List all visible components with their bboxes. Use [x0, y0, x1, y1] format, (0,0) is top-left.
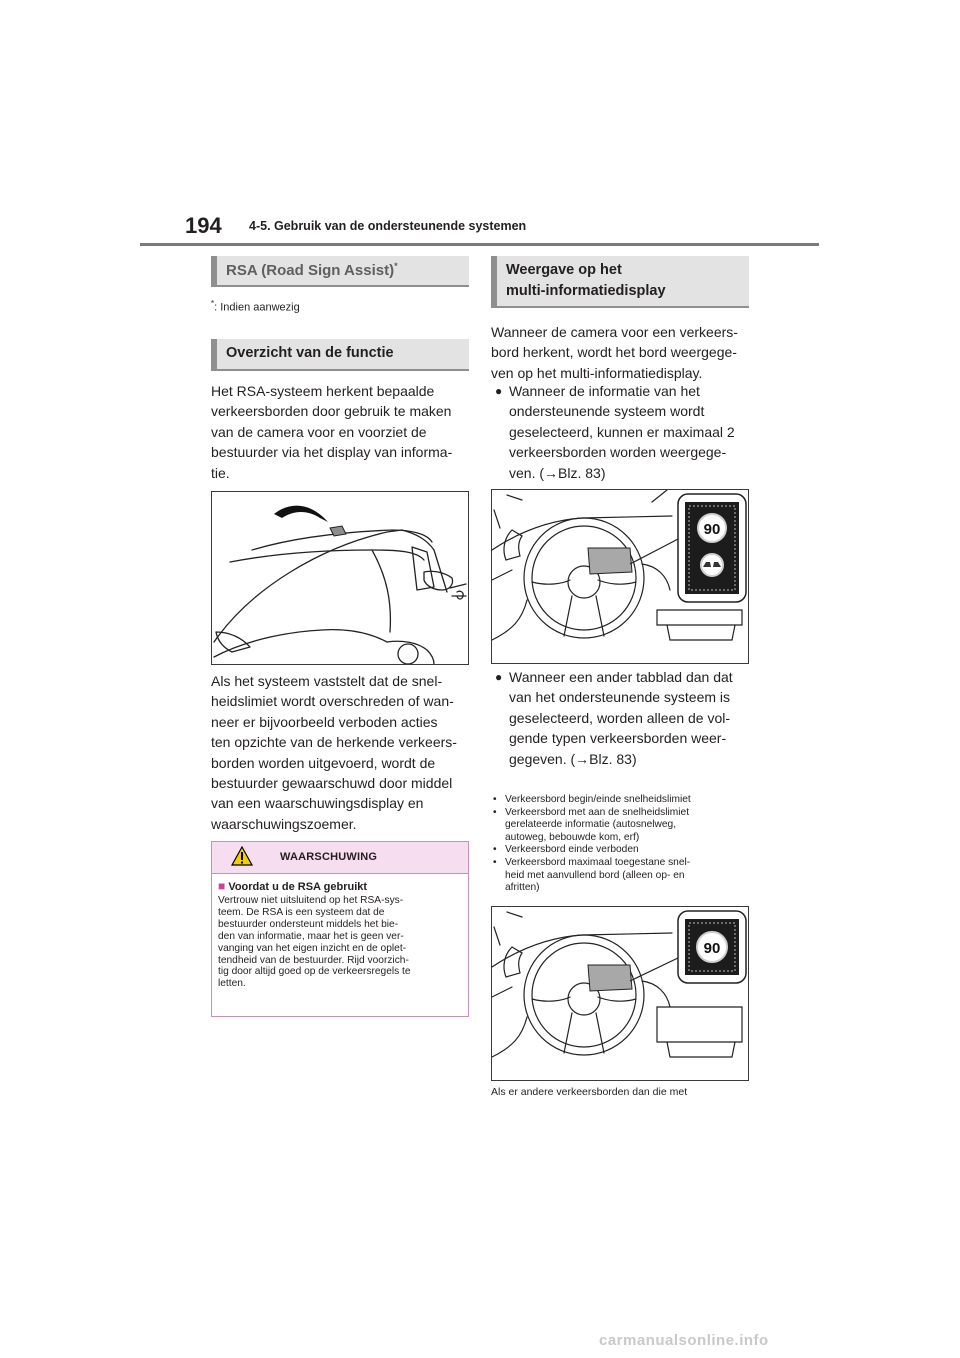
- speed-limit-value: 90: [703, 521, 721, 538]
- section-title-display: [491, 256, 749, 308]
- subsection-title-overview: Overzicht van de functie: [211, 339, 469, 371]
- bullet-other-tab: [495, 667, 754, 769]
- text-line: gende typen verkeersborden weer-: [509, 730, 727, 747]
- text-line: afritten): [505, 882, 540, 894]
- dashboard-one-sign-illustration: [491, 906, 749, 1081]
- text-line: bestuurder gewaarschuwd door middel: [211, 775, 453, 792]
- text-line: • Verkeersbord maximaal toegestane snel-: [505, 856, 691, 868]
- car-camera-illustration: [211, 491, 469, 665]
- continued-text: Als er andere verkeersborden dan die met: [491, 1086, 688, 1098]
- display-intro-paragraph: [491, 322, 753, 383]
- title-asterisk: *: [394, 261, 398, 271]
- text-line: Als het systeem vaststelt dat de snel-: [211, 673, 443, 689]
- watermark: carmanualsonline.info: [599, 1332, 769, 1349]
- warning-triangle-icon: [231, 846, 253, 866]
- page-number: 194: [185, 213, 222, 238]
- text-line: Wanneer de camera voor een verkeers-: [491, 324, 738, 340]
- text-line: van de camera voor en voorziet de: [211, 423, 427, 440]
- text-line: verkeersborden worden weergege-: [509, 444, 727, 461]
- text-line: geselecteerd, kunnen er maximaal 2: [509, 423, 735, 440]
- text-line: bestuurder ondersteunt middels het bie-: [218, 918, 399, 930]
- list-item: [493, 794, 753, 807]
- text-line: tig door altijd goed op de verkeersregels te: [218, 966, 411, 978]
- list-item: [493, 857, 753, 895]
- text-line: teem. De RSA is een systeem dat de: [218, 906, 385, 918]
- bullet-dot-icon: ●: [495, 670, 503, 684]
- text-line: letten.: [218, 978, 246, 990]
- text-line: • Verkeersbord met aan de snelheidslimiet: [505, 806, 690, 818]
- warning-subheading: [218, 879, 367, 893]
- list-item: [493, 807, 753, 845]
- text-line: bord herkent, wordt het bord weergege-: [491, 344, 737, 361]
- steering-wheel-display-icon: [492, 490, 748, 663]
- warning-paragraph: [211, 671, 469, 834]
- bullet-support-tab: [495, 381, 754, 483]
- text-line: gegeven. (→Blz. 83): [509, 750, 637, 767]
- footnote-asterisk: *: [211, 299, 215, 308]
- text-line: vanging van het eigen inzicht en de oplet-: [218, 942, 407, 954]
- dashboard-two-signs-illustration: [491, 489, 749, 664]
- text-line: Wanneer een ander tabblad dan dat: [509, 669, 733, 685]
- text-line: Wanneer de informatie van het: [509, 383, 700, 399]
- text-line: borden worden uitgevoerd, wordt de: [211, 754, 436, 771]
- title-line: Weergave op het: [506, 262, 622, 278]
- warning-box: [211, 841, 469, 1017]
- footnote-text: : Indien aanwezig: [214, 301, 300, 314]
- text-line: ten opzichte van de herkende verkeers-: [211, 734, 457, 751]
- sign-type-list: [493, 794, 753, 895]
- text-line: Het RSA-systeem herkent bepaalde: [211, 383, 435, 399]
- text-line: • Verkeersbord einde verboden: [505, 844, 639, 856]
- text-line: gerelateerde informatie (autosnelweg,: [505, 819, 677, 831]
- text-line: verkeersborden door gebruik te maken: [211, 403, 452, 420]
- warning-subheading-text: Voordat u de RSA gebruikt: [228, 881, 368, 893]
- overview-paragraph: [211, 381, 469, 483]
- text-line: tendheid van de bestuurder. Rijd voorzich-: [218, 954, 409, 966]
- warning-title: WAARSCHUWING: [280, 851, 378, 863]
- text-line: ven op het multi-informatiedisplay.: [491, 364, 703, 381]
- warning-header: [212, 842, 468, 874]
- text-line: • Verkeersbord begin/einde snelheidslimiet: [505, 794, 691, 805]
- text-line: Vertrouw niet uitsluitend op het RSA-sys-: [218, 895, 404, 906]
- text-line: den van informatie, maar het is geen ver-: [218, 930, 404, 942]
- text-line: ondersteunende systeem wordt: [509, 403, 705, 420]
- text-line: heid met aanvullend bord (alleen op- en: [505, 869, 685, 881]
- speed-limit-value: 90: [703, 940, 721, 957]
- text-line: heidslimiet wordt overschreden of wan-: [211, 693, 454, 710]
- bullet-dot-icon: ●: [495, 384, 503, 398]
- section-title-text: RSA (Road Sign Assist): [226, 262, 395, 279]
- text-line: waarschuwingszoemer.: [211, 815, 357, 832]
- steering-wheel-display-icon: [492, 907, 748, 1080]
- availability-footnote: [211, 299, 300, 314]
- warning-square-marker: ■: [218, 879, 226, 893]
- text-line: geselecteerd, worden alleen de vol-: [509, 709, 731, 726]
- running-header: 4-5. Gebruik van de ondersteunende systemen: [249, 219, 527, 233]
- list-item: [493, 844, 753, 857]
- text-line: autoweg, bebouwde kom, erf): [505, 831, 640, 843]
- text-line: tie.: [211, 464, 230, 481]
- section-title-rsa: [211, 256, 469, 287]
- text-line: van het ondersteunende systeem is: [509, 689, 731, 706]
- text-line: van een waarschuwingsdisplay en: [211, 795, 424, 812]
- warning-body: [218, 895, 464, 990]
- text-line: bestuurder via het display van informa-: [211, 444, 453, 461]
- text-line: ven. (→Blz. 83): [509, 464, 606, 481]
- windshield-camera-icon: [212, 492, 468, 664]
- header-rule: [140, 243, 819, 246]
- text-line: neer er bijvoorbeeld verboden acties: [211, 713, 438, 730]
- title-line: multi-informatiedisplay: [506, 283, 666, 299]
